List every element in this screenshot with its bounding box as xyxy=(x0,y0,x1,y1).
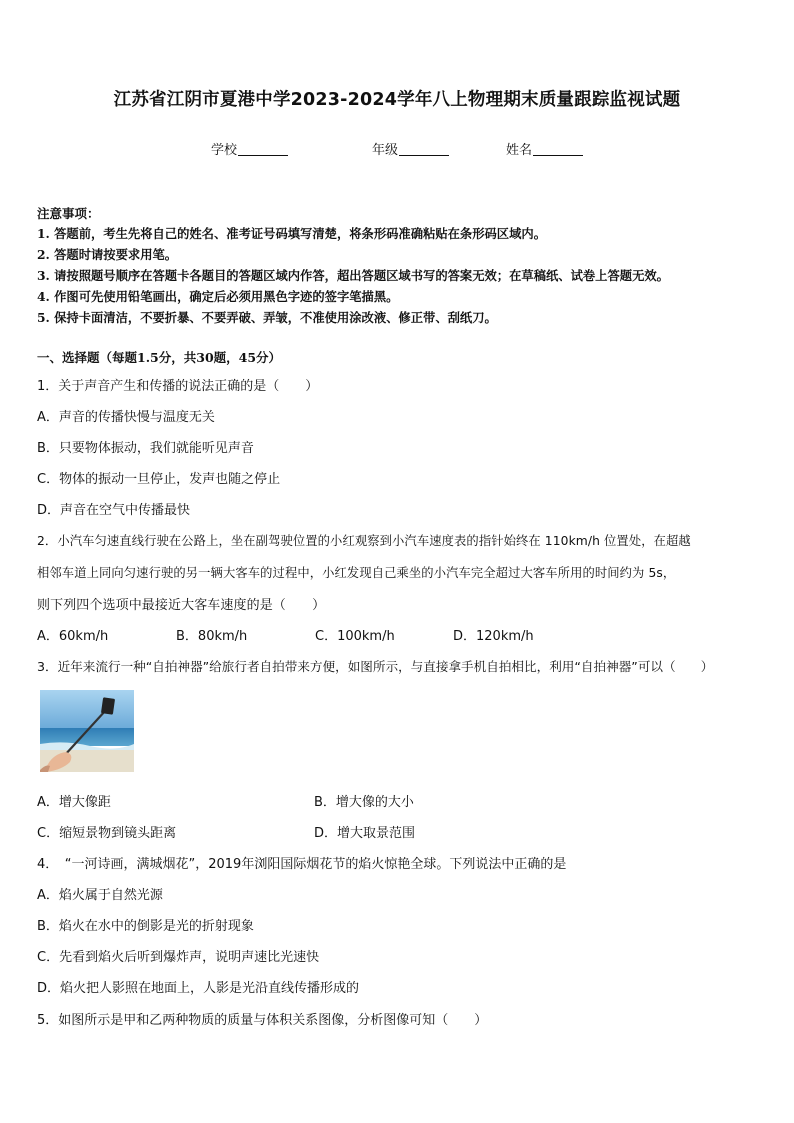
q4-option-c: C．先看到焰火后听到爆炸声，说明声速比光速快 xyxy=(37,950,320,965)
q5-stem: 5．如图所示是甲和乙两种物质的质量与体积关系图像，分析图像可知（ ） xyxy=(37,1013,488,1028)
q3-option-c: C．缩短景物到镜头距离 xyxy=(37,826,177,841)
q4-stem: 4． “一河诗画，满城烟花”，2019年浏阳国际烟花节的焰火惊艳全球。下列说法中正确的是 xyxy=(37,857,567,872)
school-label: 学校 xyxy=(211,143,238,158)
q2-option-a: A．60km/h xyxy=(37,629,109,644)
notice-item: 1. 答题前，考生先将自己的姓名、准考证号码填写清楚，将条形码准确粘贴在条形码区域内。 xyxy=(37,226,546,241)
name-label: 姓名 xyxy=(506,143,533,158)
q2-stem-line: 相邻车道上同向匀速行驶的另一辆大客车的过程中，小红发现自己乘坐的小汽车完全超过大客车所用的时间约为 5s， xyxy=(37,566,676,580)
grade-label: 年级 xyxy=(372,143,399,158)
q2-stem-line: 则下列四个选项中最接近大客车速度的是（ ） xyxy=(37,598,326,613)
selfie-stick-illustration xyxy=(40,690,134,772)
notice-item: 2. 答题时请按要求用笔。 xyxy=(37,247,178,262)
school-blank xyxy=(238,142,288,156)
name-blank xyxy=(533,142,583,156)
q3-stem: 3．近年来流行一种“自拍神器”给旅行者自拍带来方便，如图所示，与直接拿手机自拍相比，利用“自拍神器”可以（ ） xyxy=(37,659,714,674)
q1-option-c: C．物体的振动一旦停止，发声也随之停止 xyxy=(37,472,281,487)
q2-stem-line: 2．小汽车匀速直线行驶在公路上，坐在副驾驶位置的小红观察到小汽车速度表的指针始终在 110km/h 位置处，在超越 xyxy=(37,534,691,548)
selfie-stick-photo xyxy=(40,690,134,772)
q4-option-d: D．焰火把人影照在地面上，人影是光沿直线传播形成的 xyxy=(37,981,360,996)
notice-item: 5. 保持卡面清洁，不要折暴、不要弄破、弄皱，不准使用涂改液、修正带、刮纸刀。 xyxy=(37,310,497,325)
notice-item: 4. 作图可先使用铅笔画出，确定后必须用黑色字迹的签字笔描黑。 xyxy=(37,289,399,304)
q2-option-c: C．100km/h xyxy=(315,629,395,644)
name-field xyxy=(506,139,583,158)
q1-option-d: D．声音在空气中传播最快 xyxy=(37,503,191,518)
q1-stem: 1．关于声音产生和传播的说法正确的是（ ） xyxy=(37,379,319,394)
notice-title: 注意事项： xyxy=(37,206,100,221)
q3-option-a: A．增大像距 xyxy=(37,795,111,810)
q3-option-b: B．增大像的大小 xyxy=(314,795,414,810)
school-field xyxy=(211,139,288,158)
q4-option-b: B．焰火在水中的倒影是光的折射现象 xyxy=(37,919,254,934)
q1-option-a: A．声音的传播快慢与温度无关 xyxy=(37,410,215,425)
section-title: 一、选择题（每题1.5分，共30题，45分） xyxy=(37,350,282,365)
grade-blank xyxy=(399,142,449,156)
notice-item: 3. 请按照题号顺序在答题卡各题目的答题区域内作答，超出答题区域书写的答案无效；在草稿纸、试卷上答题无效。 xyxy=(37,268,669,283)
page-title: 江苏省江阴市夏港中学2023-2024学年八上物理期末质量跟踪监视试题 xyxy=(113,90,681,110)
grade-field xyxy=(372,139,449,158)
q3-option-d: D．增大取景范围 xyxy=(314,826,416,841)
q4-option-a: A．焰火属于自然光源 xyxy=(37,888,163,903)
q1-option-b: B．只要物体振动，我们就能听见声音 xyxy=(37,441,254,456)
q2-option-b: B．80km/h xyxy=(176,629,248,644)
q2-option-d: D．120km/h xyxy=(453,629,534,644)
